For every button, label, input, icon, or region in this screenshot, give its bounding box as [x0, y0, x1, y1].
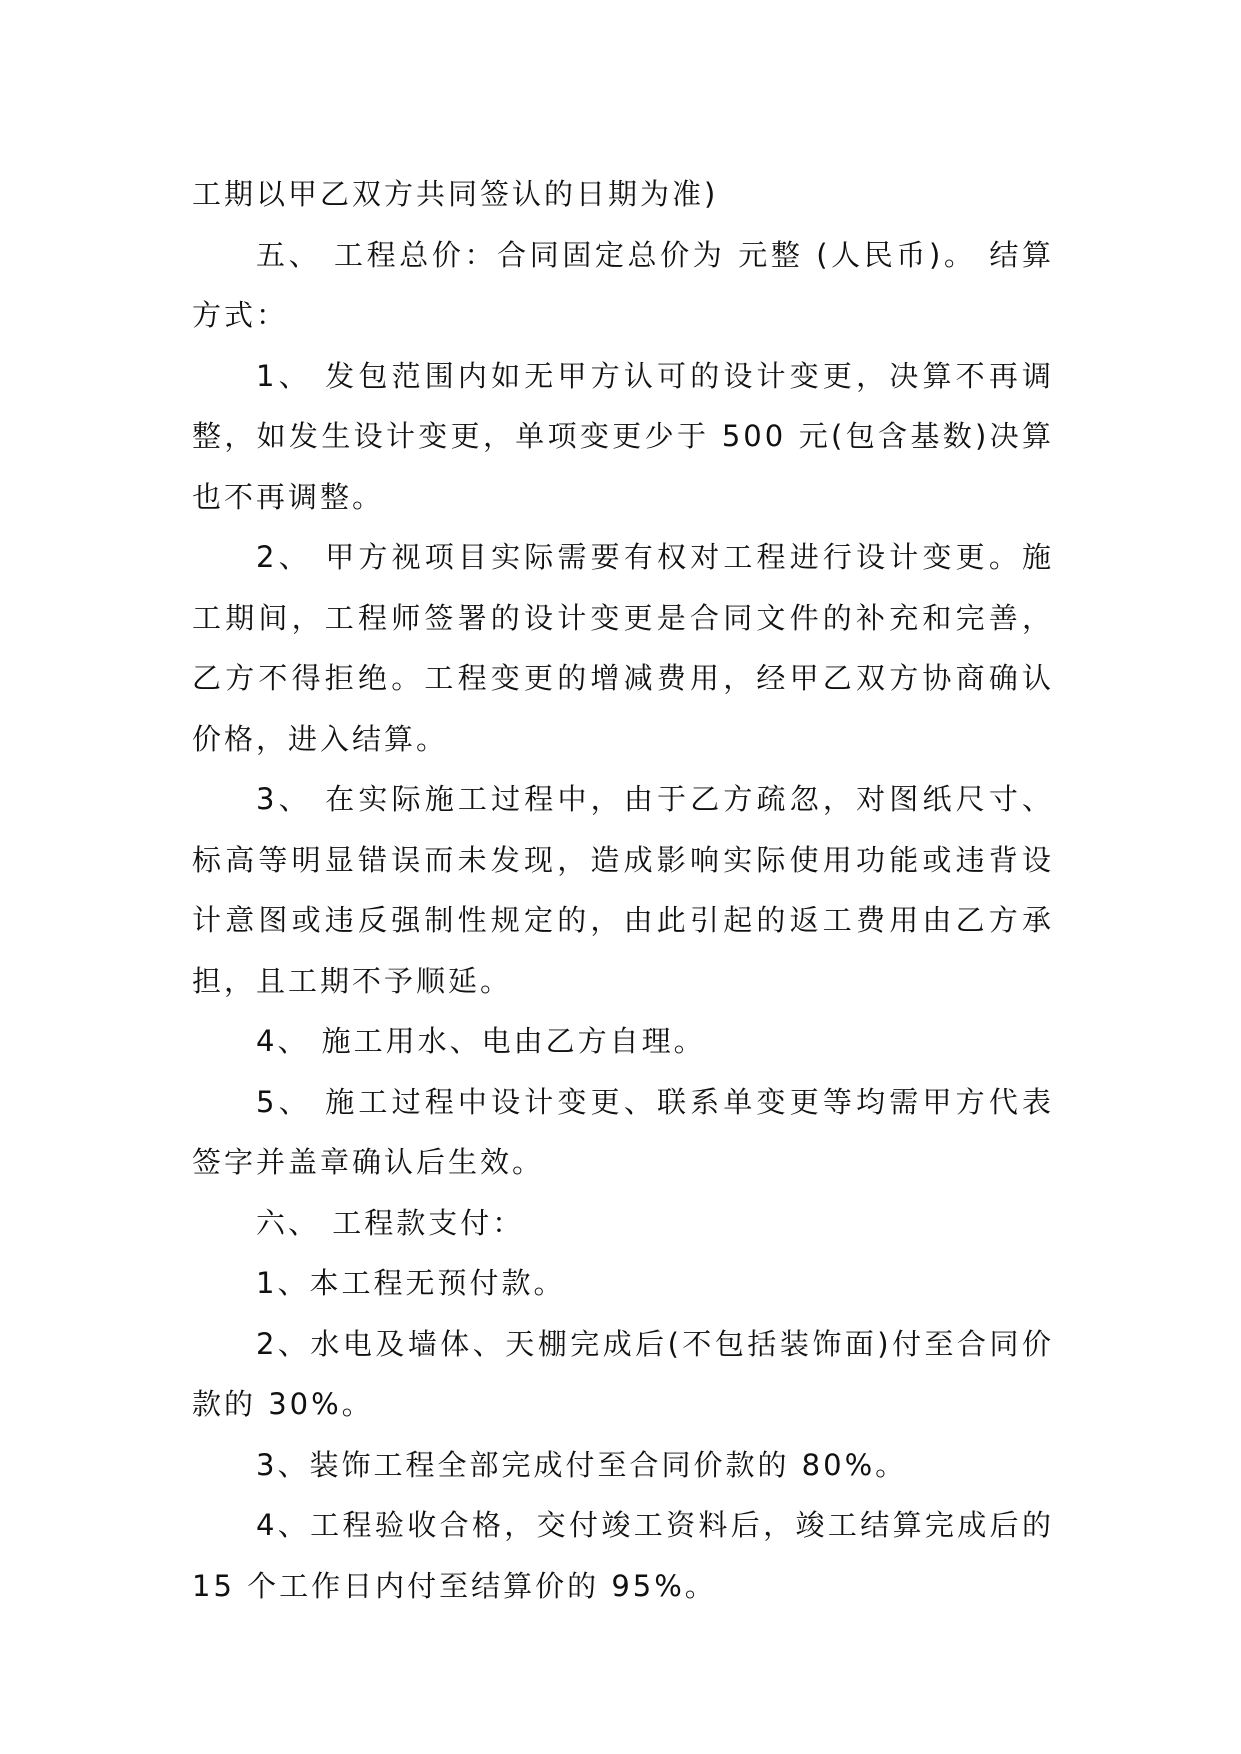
document-body: [192, 164, 1054, 1616]
paragraph-item-3-rework: 3、 在实际施工过程中，由于乙方疏忽，对图纸尺寸、标高等明显错误而未发现，造成影响实际使用功能或违背设计意图或违反强制性规定的，由此引起的返工费用由乙方承担，且工期不予顺延。: [192, 782, 1054, 998]
paragraph-section-6-payment: 六、 工程款支付：: [256, 1205, 525, 1240]
paragraph-item-4-utilities: 4、 施工用水、电由乙方自理。: [256, 1024, 706, 1058]
paragraph-continuation: 工期以甲乙双方共同签认的日期为准): [192, 177, 719, 211]
paragraph-payment-1: 1、本工程无预付款。: [256, 1266, 566, 1300]
paragraph-payment-2: 2、水电及墙体、天棚完成后(不包括装饰面)付至合同价款的 30%。: [192, 1326, 1054, 1421]
paragraph-payment-3: 3、装饰工程全部完成付至合同价款的 80%。: [256, 1447, 908, 1482]
paragraph-item-5-approval: 5、 施工过程中设计变更、联系单变更等均需甲方代表签字并盖章确认后生效。: [192, 1084, 1054, 1179]
paragraph-section-5-total-price: 五、 工程总价：合同固定总价为 元整 (人民币)。 结算方式：: [192, 237, 1054, 332]
paragraph-payment-4: 4、工程验收合格，交付竣工资料后，竣工结算完成后的 15 个工作日内付至结算价的 95%。: [192, 1508, 1054, 1603]
paragraph-item-1-design-change: 1、 发包范围内如无甲方认可的设计变更，决算不再调整，如发生设计变更，单项变更少于 500 元(包含基数)决算也不再调整。: [192, 358, 1054, 514]
paragraph-item-2-design-change-rights: 2、 甲方视项目实际需要有权对工程进行设计变更。施工期间，工程师签署的设计变更是合同文件的补充和完善，乙方不得拒绝。工程变更的增减费用，经甲乙双方协商确认价格，进入结算。: [192, 540, 1054, 756]
